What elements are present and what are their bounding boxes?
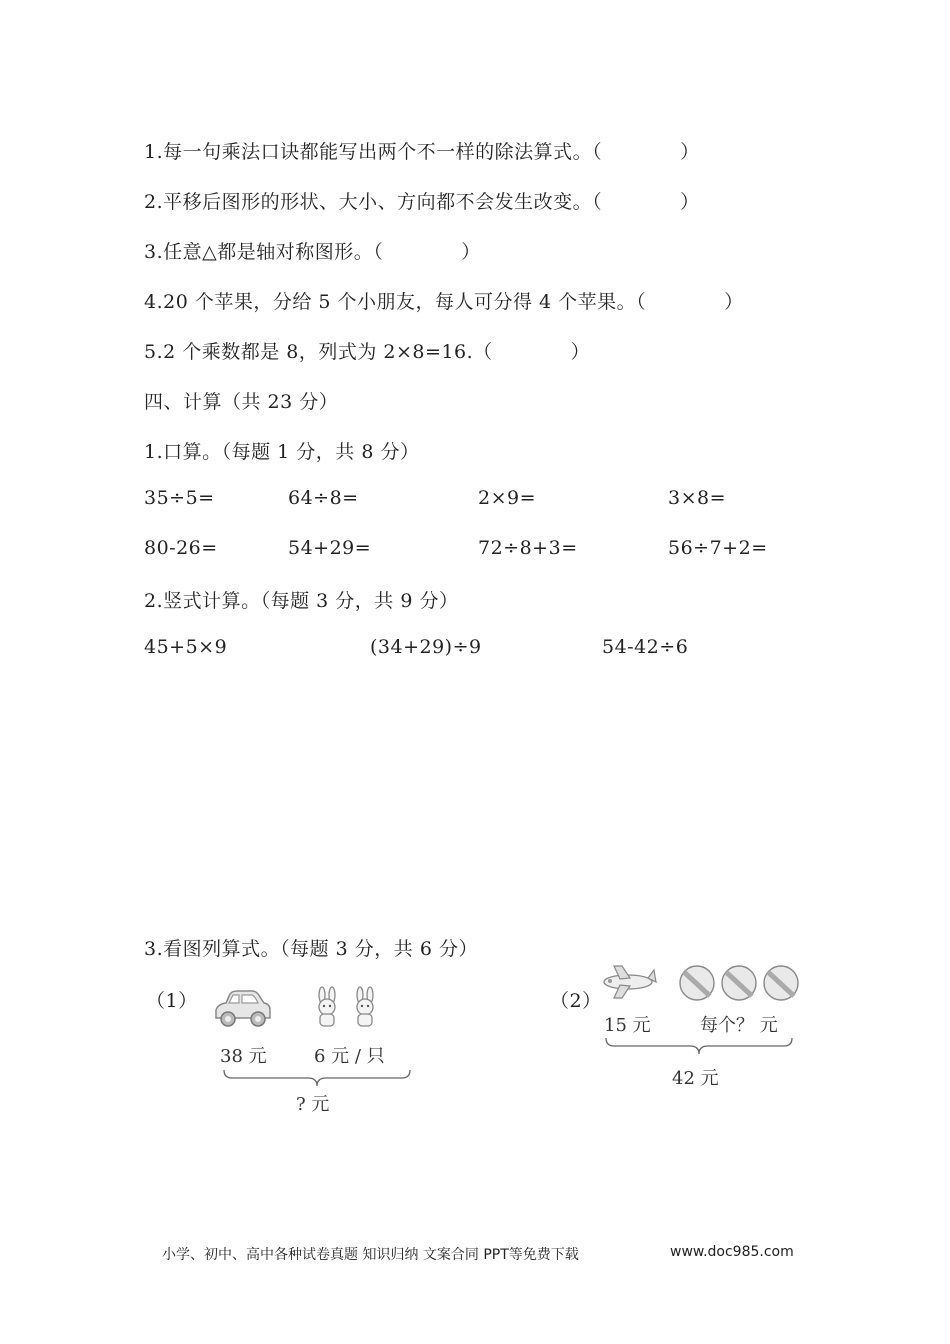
ball-icon xyxy=(678,964,716,1002)
section-title: 四、计算（共 23 分） xyxy=(144,391,339,413)
picture-1-total: ? 元 xyxy=(296,1094,330,1115)
brace-2 xyxy=(604,1036,794,1056)
oral-problem: 56÷7+2= xyxy=(668,537,768,559)
judge-item-4: 4.20 个苹果，分给 5 个小朋友，每人可分得 4 个苹果。（ ） xyxy=(144,291,744,313)
oral-problem: 80-26= xyxy=(144,537,218,559)
oral-title: 1.口算。（每题 1 分，共 8 分） xyxy=(144,441,420,463)
car-icon xyxy=(210,988,274,1030)
brace-1 xyxy=(222,1068,412,1088)
judge-item-5: 5.2 个乘数都是 8，列式为 2×8=16.（ ） xyxy=(144,341,591,363)
picture-title: 3.看图列算式。（每题 3 分，共 6 分） xyxy=(144,938,478,960)
picture-2-total: 42 元 xyxy=(672,1068,719,1089)
ball-icon xyxy=(762,964,800,1002)
oral-problem: 64÷8= xyxy=(288,487,359,509)
judge-item-2: 2.平移后图形的形状、大小、方向都不会发生改变。（ ） xyxy=(144,191,700,213)
oral-problem: 3×8= xyxy=(668,487,727,509)
ball-icon xyxy=(720,964,758,1002)
oral-problem: 35÷5= xyxy=(144,487,215,509)
airplane-icon xyxy=(598,962,658,1002)
oral-problem: 2×9= xyxy=(478,487,537,509)
rabbit-toys-icon xyxy=(312,986,386,1032)
ball-price-label: 每个？ 元 xyxy=(700,1015,778,1036)
car-price-label: 38 元 xyxy=(220,1046,267,1067)
vertical-problem: 45+5×9 xyxy=(144,636,228,658)
picture-2-number: （2） xyxy=(550,990,602,1012)
picture-1-number: （1） xyxy=(146,990,198,1012)
oral-problem: 72÷8+3= xyxy=(478,537,578,559)
vertical-problem: 54-42÷6 xyxy=(602,636,689,658)
judge-item-1: 1.每一句乘法口诀都能写出两个不一样的除法算式。（ ） xyxy=(144,141,700,163)
judge-item-3: 3.任意△都是轴对称图形。（ ） xyxy=(144,241,481,263)
footer-text: 小学、初中、高中各种试卷真题 知识归纳 文案合同 PPT等免费下载 xyxy=(162,1247,579,1263)
oral-problem: 54+29= xyxy=(288,537,372,559)
footer-site: www.doc985.com xyxy=(670,1244,794,1260)
vertical-problem: (34+29)÷9 xyxy=(370,636,482,658)
vertical-title: 2.竖式计算。（每题 3 分，共 9 分） xyxy=(144,590,459,612)
airplane-price-label: 15 元 xyxy=(604,1015,651,1036)
rabbit-price-label: 6 元 / 只 xyxy=(314,1046,385,1067)
